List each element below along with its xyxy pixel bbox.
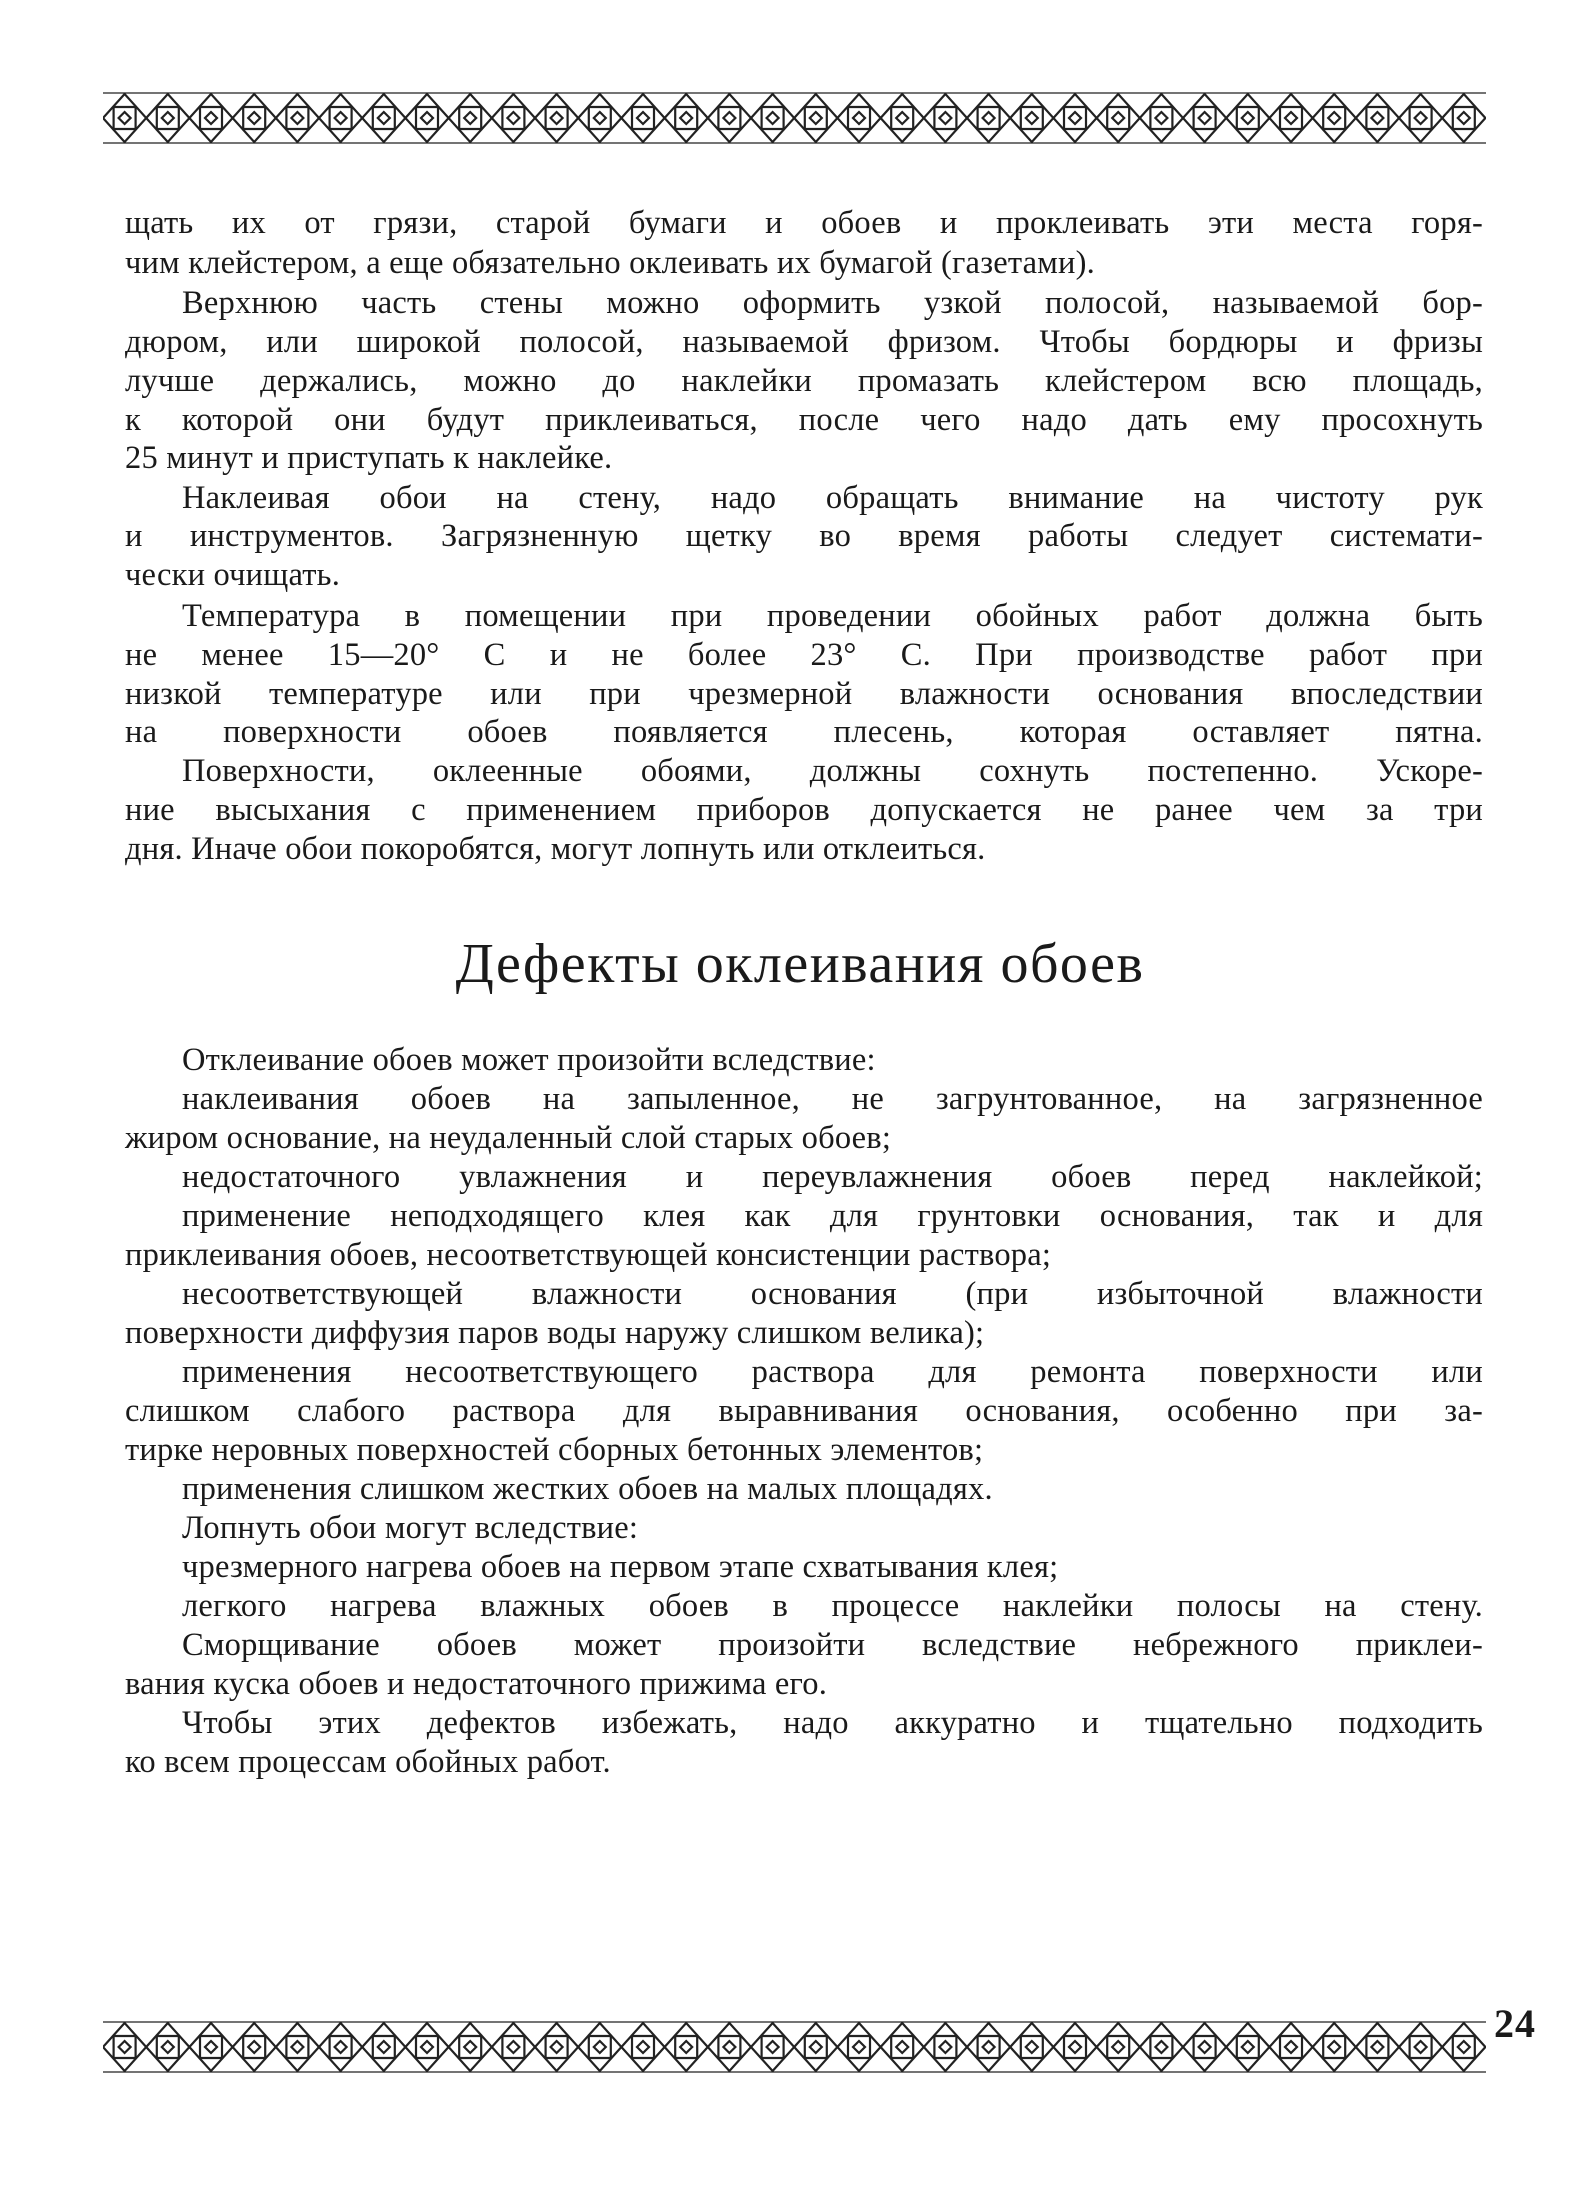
text-line: легкого нагрева влажных обоев в процессе наклейки полосы на стену. (182, 1588, 1483, 1624)
text-line: Наклеивая обои на стену, надо обращать внимание на чистоту рук (182, 480, 1483, 516)
text-line: дюром, или широкой полосой, называемой фризом. Чтобы бордюры и фризы (125, 324, 1483, 360)
text-line: чрезмерного нагрева обоев на первом этапе схватывания клея; (182, 1549, 1059, 1585)
text-line: лучше держались, можно до наклейки промазать клейстером всю площадь, (125, 363, 1483, 399)
text-line: ко всем процессам обойных работ. (125, 1744, 611, 1780)
text-line: и инструментов. Загрязненную щетку во время работы следует системати- (125, 518, 1483, 554)
text-line: чески очищать. (125, 557, 341, 593)
text-line: низкой температуре или при чрезмерной влажности основания впоследствии (125, 676, 1483, 712)
text-line: Поверхности, оклеенные обоями, должны сохнуть постепенно. Ускоре- (182, 753, 1483, 789)
top-ornament-border (103, 90, 1486, 146)
text-line: применение неподходящего клея как для грунтовки основания, так и для (182, 1198, 1483, 1234)
text-line: дня. Иначе обои покоробятся, могут лопнуть или отклеиться. (125, 831, 986, 867)
text-line: Температура в помещении при проведении обойных работ должна быть (182, 598, 1483, 634)
page-number: 24 (1494, 2001, 1536, 2046)
section-heading: Дефекты оклеивания обоев (455, 933, 1145, 995)
text-line: к которой они будут приклеиваться, после чего надо дать ему просохнуть (125, 402, 1483, 438)
text-line: применения несоответствующего раствора для ремонта поверхности или (182, 1354, 1483, 1390)
text-line: Отклеивание обоев может произойти вследствие: (182, 1042, 876, 1078)
text-line: тирке неровных поверхностей сборных бетонных элементов; (125, 1432, 984, 1468)
text-line: Лопнуть обои могут вследствие: (182, 1510, 639, 1546)
text-line: щать их от грязи, старой бумаги и обоев и проклеивать эти места горя- (125, 205, 1483, 241)
text-line: несоответствующей влажности основания (при избыточной влажности (182, 1276, 1483, 1312)
bottom-ornament-border (103, 2019, 1486, 2075)
text-line: ние высыхания с применением приборов допускается не ранее чем за три (125, 792, 1483, 828)
text-line: недостаточного увлажнения и переувлажнения обоев перед наклейкой; (182, 1159, 1483, 1195)
text-line: вания куска обоев и недостаточного прижима его. (125, 1666, 828, 1702)
text-line: чим клейстером, а еще обязательно оклеивать их бумагой (газетами). (125, 245, 1095, 281)
text-line: применения слишком жестких обоев на малых площадях. (182, 1471, 993, 1507)
text-line: приклеивания обоев, несоответствующей консистенции раствора; (125, 1237, 1052, 1273)
text-line: 25 минут и приступать к наклейке. (125, 440, 613, 476)
text-line: наклеивания обоев на запыленное, не загрунтованное, на загрязненное (182, 1081, 1483, 1117)
text-line: Чтобы этих дефектов избежать, надо аккуратно и тщательно подходить (182, 1705, 1483, 1741)
text-line: жиром основание, на неудаленный слой старых обоев; (125, 1120, 892, 1156)
text-line: не менее 15—20° С и не более 23° С. При производстве работ при (125, 637, 1483, 673)
text-line: на поверхности обоев появляется плесень, которая оставляет пятна. (125, 714, 1483, 750)
text-line: Сморщивание обоев может произойти вследствие небрежного приклеи- (182, 1627, 1483, 1663)
text-line: поверхности диффузия паров воды наружу слишком велика); (125, 1315, 985, 1351)
text-line: Верхнюю часть стены можно оформить узкой полосой, называемой бор- (182, 285, 1483, 321)
text-line: слишком слабого раствора для выравнивания основания, особенно при за- (125, 1393, 1483, 1429)
